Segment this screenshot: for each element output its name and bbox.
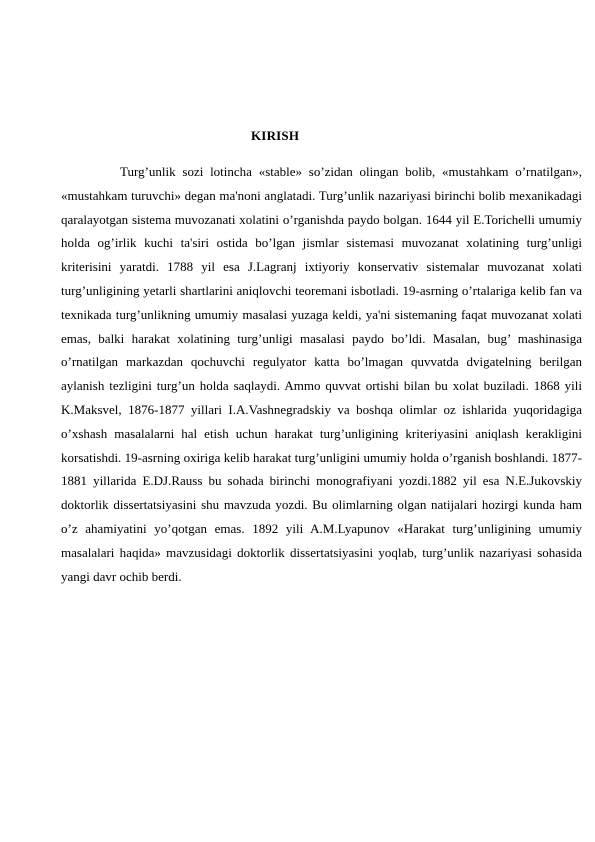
- body-paragraph: Turg’unlik sozi lotincha «stable» so’zidan olingan bolib, «mustahkam o’rnatilgan», «mustahkam turuvchi» degan ma'noni anglatadi. Turg’unlik nazariyasi birinchi bolib mexanikadagi qaralayotgan sistema muvozanati xolatini o’rganishda paydo bolgan. 1644 yil E.Torichelli umumiy holda og’irlik kuchi ta'siri ostida bo’lgan jismlar sistemasi muvozanat xolatining turg’unligi kriterisini yaratdi. 1788 yil esa J.Lagranj ixtiyoriy konservativ sistemalar muvozanat xolati turg’unligining yetarli shartlarini aniqlovchi teoremani isbotladi. 19-asrning o’rtalariga kelib fan va texnikada turg’unlikning umumiy masalasi yuzaga keldi, ya'ni sistemaning faqat muvozanat xolati emas, balki harakat xolatining turg’unligi masalasi paydo bo’ldi. Masalan, bug’ mashinasiga o’rnatilgan markazdan qochuvchi regulyator katta bo’lmagan quvvatda dvigatelning berilgan aylanish tezligini turg’un holda saqlaydi. Ammo quvvat ortishi bilan bu xolat buziladi. 1868 yili K.Maksvel, 1876-1877 yillari I.A.Vashnegradskiy va boshqa olimlar oz ishlarida yuqoridagiga o’xshash masalalarni hal etish uchun harakat turg’unligining kriteriyasini aniqlash kerakligini korsatishdi. 19-asrning oxiriga kelib harakat turg’unligini umumiy holda o’rganish boshlandi. 1877-1881 yillarida E.DJ.Rauss bu sohada birinchi monografiyani yozdi.1882 yil esa N.E.Jukovskiy doktorlik dissertatsiyasini shu mavzuda yozdi. Bu olimlarning olgan natijalari hozirgi kunda ham o’z ahamiyatini yo’qotgan emas. 1892 yili A.M.Lyapunov «Harakat turg’unligining umumiy masalalari haqida» mavzusidagi doktorlik dissertatsiyasini yoqlab, turg’unlik nazariyasi sohasida yangi davr ochib berdi.: [61, 164, 582, 584]
- section-heading: KIRISH: [251, 128, 300, 143]
